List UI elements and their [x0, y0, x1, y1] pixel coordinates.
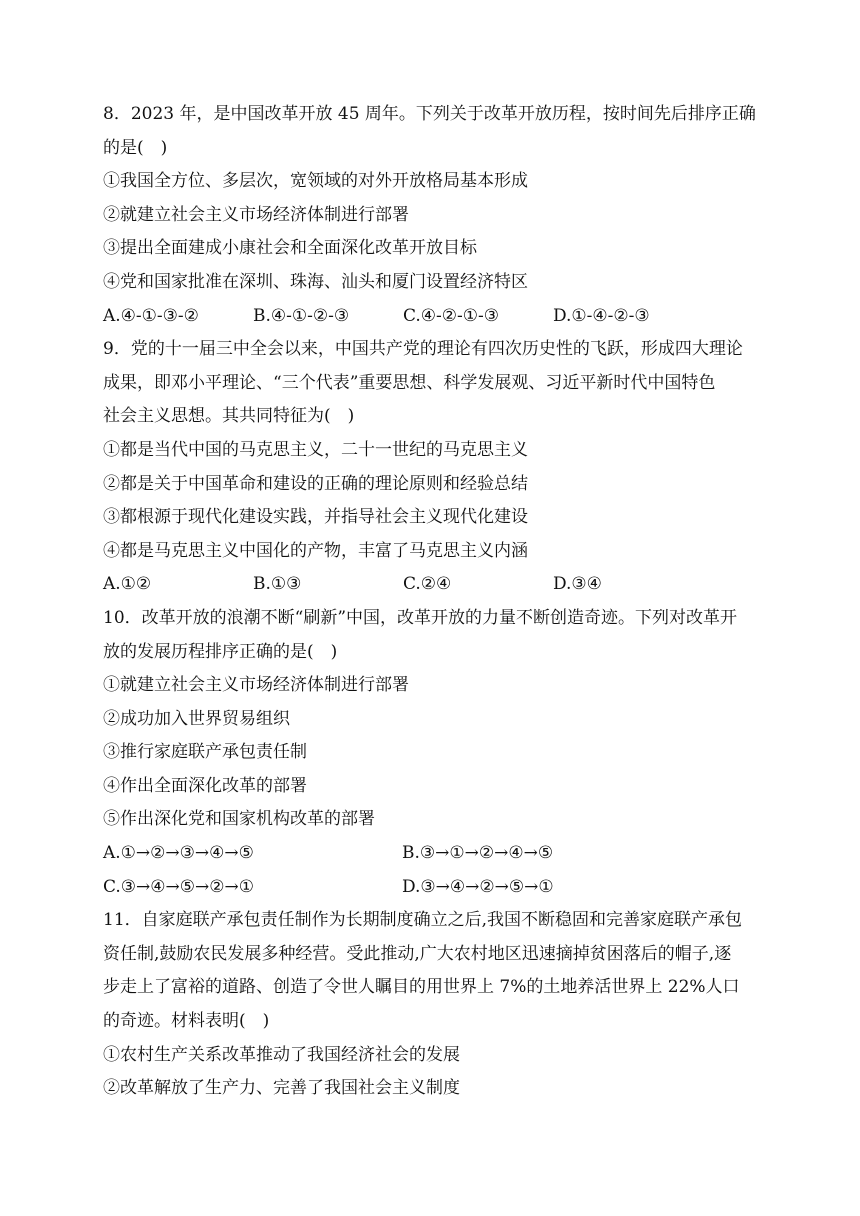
option-b: B.①③ [253, 574, 302, 595]
option-d: D.③④ [553, 574, 602, 595]
statement-item: ②成功加入世界贸易组织 [103, 708, 290, 729]
option-b: B.④-①-②-③ [253, 305, 350, 326]
option-d: D.①-④-②-③ [553, 305, 650, 326]
statement-item: ③提出全面建成小康社会和全面深化改革开放目标 [103, 238, 477, 259]
question-stem-line: 资任制,鼓励农民发展多种经营。受此推动,广大农村地区迅速摘掉贫困落后的帽子,逐 [103, 943, 732, 964]
question-stem-line: 的是( ) [103, 137, 168, 158]
answer-options [103, 300, 763, 334]
option-b: B.③→①→②→④→⑤ [402, 843, 554, 864]
statement-item: ①就建立社会主义市场经济体制进行部署 [103, 675, 409, 696]
option-c: C.③→④→⑤→②→① [103, 876, 254, 897]
question-10 [103, 602, 763, 904]
statement-item: ④都是马克思主义中国化的产物，丰富了马克思主义内涵 [103, 540, 528, 561]
question-stem-line: 9．党的十一届三中全会以来，中国共产党的理论有四次历史性的飞跃，形成四大理论 [103, 339, 743, 360]
question-11 [103, 904, 763, 1106]
statement-item: ②改革解放了生产力、完善了我国社会主义制度 [103, 1078, 460, 1099]
statement-item: ④作出全面深化改革的部署 [103, 775, 307, 796]
statement-item: ③推行家庭联产承包责任制 [103, 742, 307, 763]
answer-options [103, 568, 763, 602]
statement-item: ②都是关于中国革命和建设的正确的理论原则和经验总结 [103, 473, 528, 494]
option-c: C.②④ [403, 574, 452, 595]
statement-item: ①我国全方位、多层次，宽领域的对外开放格局基本形成 [103, 171, 528, 192]
option-d: D.③→④→②→⑤→① [402, 876, 554, 897]
statement-item: ①都是当代中国的马克思主义，二十一世纪的马克思主义 [103, 439, 528, 460]
question-8 [103, 98, 763, 333]
option-a: A.①→②→③→④→⑤ [103, 843, 254, 864]
question-stem-line: 8．2023 年，是中国改革开放 45 周年。下列关于改革开放历程，按时间先后排序正确 [103, 104, 756, 124]
statement-item: ①农村生产关系改革推动了我国经济社会的发展 [103, 1044, 460, 1065]
question-stem-line: 步走上了富裕的道路、创造了令世人瞩目的用世界上 7%的土地养活世界上 22%人口 [103, 977, 740, 998]
statement-item: ③都根源于现代化建设实践，并指导社会主义现代化建设 [103, 507, 528, 528]
answer-options-row-2 [103, 871, 763, 905]
question-stem-line: 10．改革开放的浪潮不断“刷新”中国，改革开放的力量不断创造奇迹。下列对改革开 [103, 607, 738, 628]
option-c: C.④-②-①-③ [403, 305, 499, 326]
question-list [103, 98, 763, 1106]
question-stem-line: 放的发展历程排序正确的是( ) [103, 641, 338, 662]
question-stem-line: 的奇迹。材料表明( ) [103, 1011, 270, 1032]
question-stem-line: 11．自家庭联产承包责任制作为长期制度确立之后,我国不断稳固和完善家庭联产承包 [103, 910, 743, 931]
question-stem-line: 成果，即邓小平理论、“三个代表”重要思想、科学发展观、习近平新时代中国特色 [103, 372, 716, 393]
question-stem-line: 社会主义思想。其共同特征为( ) [103, 406, 355, 427]
option-a: A.④-①-③-② [103, 305, 199, 326]
statement-item: ④党和国家批准在深圳、珠海、汕头和厦门设置经济特区 [103, 271, 528, 292]
statement-item: ⑤作出深化党和国家机构改革的部署 [103, 809, 375, 830]
question-9 [103, 333, 763, 602]
answer-options-row-1 [103, 837, 763, 871]
statement-item: ②就建立社会主义市场经济体制进行部署 [103, 204, 409, 225]
option-a: A.①② [103, 574, 152, 595]
